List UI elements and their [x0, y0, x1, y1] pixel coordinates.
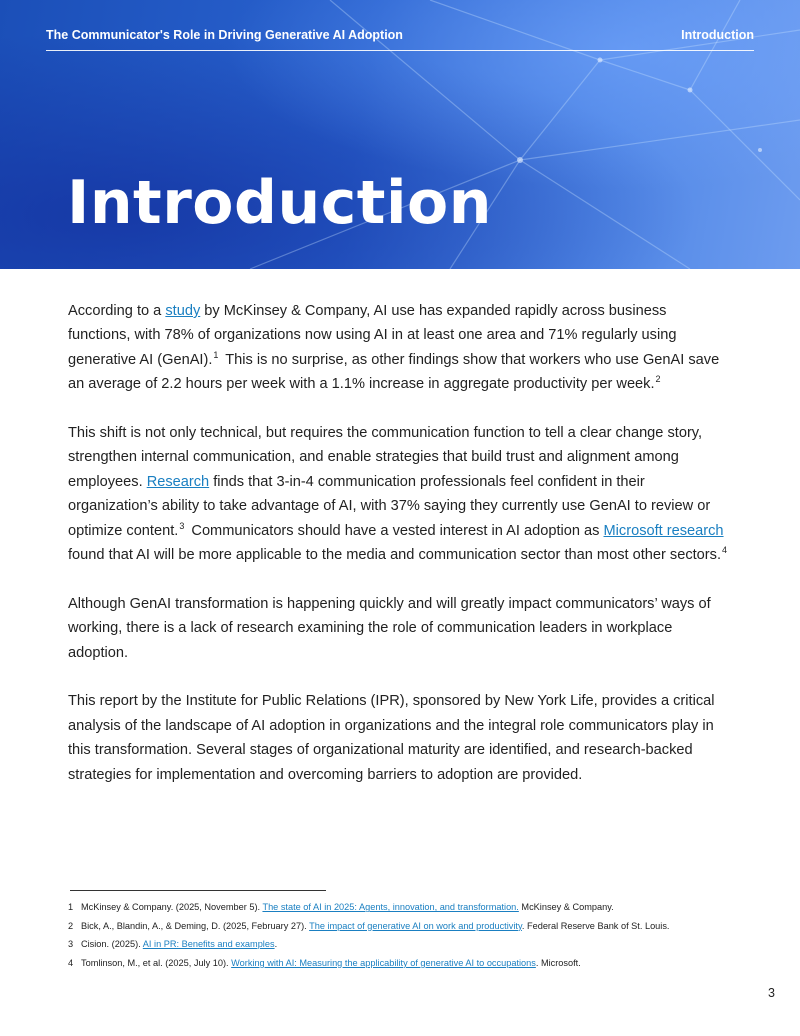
footnote-link[interactable]: Working with AI: Measuring the applicability of generative AI to occupations: [231, 957, 536, 968]
section-label: Introduction: [681, 28, 754, 42]
paragraph-3: Although GenAI transformation is happening quickly and will greatly impact communicators’ ways of working, there is a lack of research examining the role of communication leaders in workplace adoption.: [68, 595, 711, 661]
footnote-link[interactable]: The state of AI in 2025: Agents, innovation, and transformation.: [262, 902, 519, 913]
footnote-divider: [70, 890, 326, 891]
text-run: found that AI will be more applicable to the media and communication sector than most other sectors.: [68, 547, 722, 564]
paragraph-4: This report by the Institute for Public Relations (IPR), sponsored by New York Life, provides a critical analysis of the landscape of AI adoption in organizations and the integral role communicators play in this transformation. Several stages of organizational maturity are identified, and research-backed strategies for implementation and overcoming barriers to adoption are provided.: [68, 693, 715, 783]
text-run: Tomlinson, M., et al. (2025, July 10).: [81, 957, 232, 968]
text-run: This is no surprise, as other findings show that workers who use GenAI save an average of 2.2 hours per week with a 1.1% increase in aggregate productivity per week.: [68, 351, 720, 393]
microsoft-research-link[interactable]: Microsoft research: [603, 522, 724, 539]
page-number: 3: [768, 986, 775, 1000]
footnote-text: [81, 958, 581, 968]
paragraph-1: [68, 299, 732, 397]
text-run: . Federal Reserve Bank of St. Louis.: [521, 920, 670, 931]
text-run: Bick, A., Blandin, A., & Deming, D. (2025, February 27).: [81, 920, 310, 931]
text-run: by McKinsey & Company, AI use has expanded rapidly across business functions, with 78% of organizations now using AI in at least one area and 71% regularly using generative AI (GenAI).: [68, 303, 677, 368]
footnote-number: 3: [68, 939, 74, 950]
text-run: finds that 3-in-4 communication professionals feel confident in their organization’s ability to take advantage of AI, with 37% saying they currently use GenAI to review or optimize content.: [68, 473, 711, 539]
footnote-ref-1: 1: [213, 349, 219, 360]
footnote-ref-4: 4: [722, 545, 728, 556]
research-link[interactable]: Research: [146, 473, 210, 490]
footnote-number: 4: [68, 957, 74, 968]
text-run: . Microsoft.: [535, 957, 581, 968]
footnote-ref-3: 3: [179, 520, 185, 531]
footnote-number: 1: [68, 902, 74, 913]
footnote-2: [68, 917, 748, 936]
text-run: McKinsey & Company.: [518, 902, 614, 913]
running-header: [46, 28, 754, 51]
footnote-link[interactable]: The impact of generative AI on work and productivity: [309, 920, 522, 931]
text-run: According to a: [68, 303, 166, 319]
text-run: Communicators should have a vested interest in AI adoption as: [191, 522, 604, 539]
text-run: This shift is not only technical, but requires the communication function to tell a clear change story, strengthen internal communication, and enable strategies that build trust and alignment among employees.: [68, 425, 703, 490]
footnote-text: [81, 939, 277, 949]
study-link[interactable]: study: [165, 303, 201, 319]
footnote-4: [68, 954, 748, 973]
footnote-1: [68, 898, 748, 917]
page-title: Introduction: [67, 168, 492, 238]
body-text: [68, 299, 732, 811]
text-run: McKinsey & Company. (2025, November 5).: [81, 902, 263, 913]
footnote-ref-2: 2: [655, 374, 661, 385]
footnote-number: 2: [68, 920, 74, 931]
text-run: .: [274, 939, 278, 950]
text-run: Cision. (2025).: [81, 939, 143, 950]
document-title: The Communicator's Role in Driving Generative AI Adoption: [46, 28, 403, 42]
footnote-text: [81, 921, 669, 931]
footnote-text: [81, 902, 614, 912]
paragraph-2: [68, 421, 732, 567]
footnotes: [68, 898, 748, 972]
footnote-link[interactable]: AI in PR: Benefits and examples: [142, 939, 275, 950]
hero-banner: [0, 0, 800, 269]
footnote-3: [68, 935, 748, 954]
